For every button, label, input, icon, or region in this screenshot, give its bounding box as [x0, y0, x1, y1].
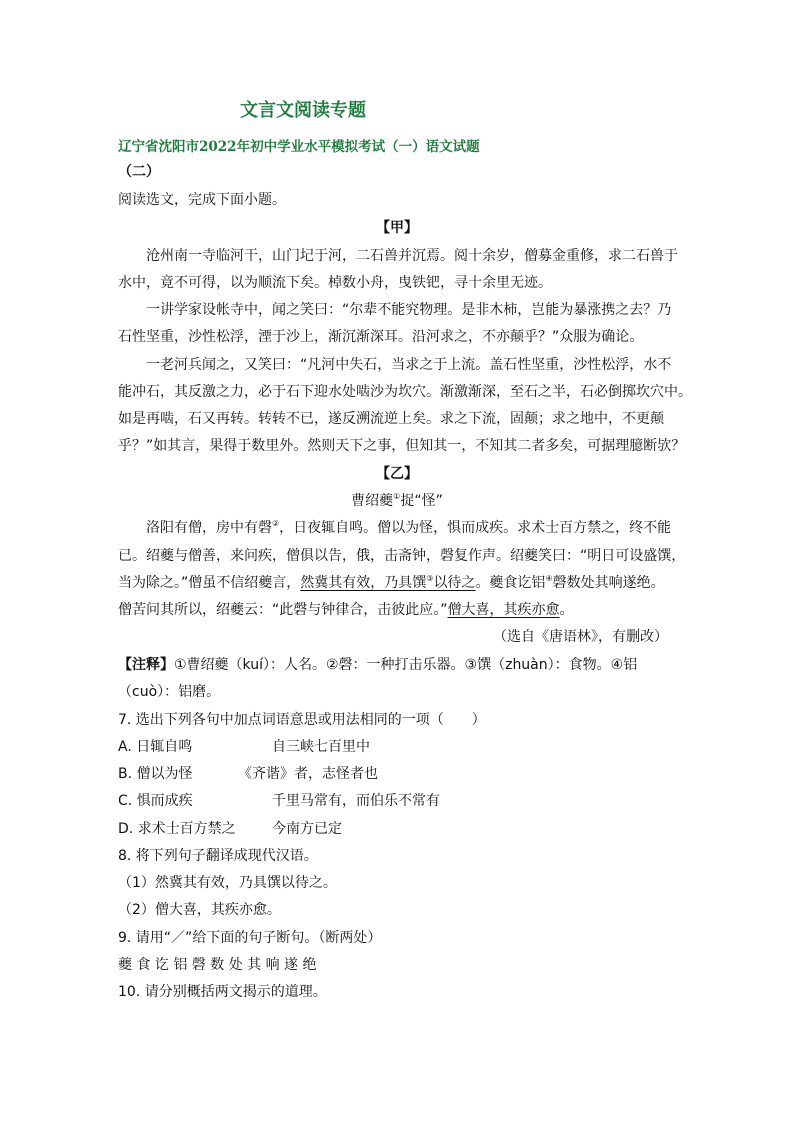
underlined-sentence-1: 然冀其有效，乃具馔③以待之 — [300, 574, 476, 591]
passage-yi-line: 已。绍夔与僧善，来问疾，僧俱以告，俄，击斋钟，磬复作声。绍夔笑曰：“明日可设盛馔， — [118, 548, 686, 564]
passage-source: （选自《唐语林》，有删改） — [493, 629, 668, 645]
passage-yi-line: 僧苦问其所以，绍夔云：“此磬与钟律合，击彼此应。”僧大喜，其疾亦愈。 — [118, 602, 574, 618]
annotation-line: 【注释】①曹绍夔（kuí）：人名。②磬：一种打击乐器。③馔（zhuàn）：食物。④铝 — [118, 657, 638, 673]
passage-jia-line: 能冲石，其反激之力，必于石下迎水处啮沙为坎穴。渐激渐深，至石之半，石必倒掷坎穴中。 — [118, 384, 692, 400]
passage-jia-line: 一讲学家设帐寺中，闻之笑曰：“尔辈不能究物理。是非木柿，岂能为暴涨携之去？乃 — [146, 302, 672, 318]
question-7-option-a: A. 日辄自鸣 自三峡七百里中 — [118, 739, 370, 755]
question-10-stem: 10. 请分别概括两文揭示的道理。 — [118, 984, 327, 1000]
footnote-marker: ② — [272, 519, 280, 528]
question-7-option-c: C. 惧而成疾 千里马常有，而伯乐不常有 — [118, 793, 440, 809]
passage-jia-line: 乎？”如其言，果得于数里外。然则天下之事，但知其一，不知其二者多矣，可据理臆断欤？ — [118, 438, 686, 454]
footnote-marker: ① — [393, 492, 401, 501]
question-9-stem: 9. 请用“／”给下面的句子断句。（断两处） — [118, 930, 382, 946]
passage-yi-title: 曹绍夔①捉“怪” — [351, 492, 443, 509]
question-8-stem: 8. 将下列句子翻译成现代汉语。 — [118, 848, 318, 864]
passage-yi-heading: 【乙】 — [376, 466, 418, 482]
passage-yi-line: 洛阳有僧，房中有磬②，日夜辄自鸣。僧以为怪，惧而成疾。求术士百方禁之，终不能 — [146, 519, 672, 536]
footnote-marker: ③ — [426, 574, 434, 583]
section-number: （二） — [118, 164, 160, 180]
reading-instruction: 阅读选文，完成下面小题。 — [118, 192, 286, 208]
passage-jia-line: 水中，竟不可得，以为顺流下矣。棹数小舟，曳铁钯，寻十余里无迹。 — [118, 275, 552, 291]
annotation-line: （cuò）：铝磨。 — [118, 684, 221, 700]
question-7-option-b: B. 僧以为怪 《齐谐》者，志怪者也 — [118, 766, 378, 782]
question-8-item-2: （2）僧大喜，其疾亦愈。 — [118, 902, 281, 918]
page-title: 文言文阅读专题 — [240, 100, 366, 121]
question-7-option-d: D. 求术士百方禁之 今南方已定 — [118, 821, 342, 837]
passage-jia-line: 如是再啮，石又再转。转转不已，遂反溯流逆上矣。求之下流，固颠；求之地中，不更颠 — [118, 411, 664, 427]
passage-yi-line: 当为除之。”僧虽不信绍夔言，然冀其有效，乃具馔③以待之。夔食讫铝④磬数处其响遂绝。 — [118, 574, 665, 591]
passage-jia-line: 沧州南一寺临河干，山门圮于河，二石兽并沉焉。阅十余岁，僧募金重修，求二石兽于 — [146, 248, 678, 264]
exam-source-title: 辽宁省沈阳市2022年初中学业水平模拟考试（一）语文试题 — [118, 139, 480, 155]
passage-jia-line: 石性坚重，沙性松浮，湮于沙上，渐沉渐深耳。沿河求之，不亦颠乎？”众服为确论。 — [118, 329, 644, 345]
question-7-stem: 7. 选出下列各句中加点词语意思或用法相同的一项（ ） — [118, 712, 486, 728]
passage-jia-line: 一老河兵闻之，又笑曰：“凡河中失石，当求之于上流。盖石性坚重，沙性松浮，水不 — [146, 357, 672, 373]
underlined-sentence-2: 僧大喜，其疾亦愈 — [447, 602, 560, 618]
question-9-sentence: 夔 食 讫 铝 磬 数 处 其 响 遂 绝 — [118, 957, 317, 973]
passage-jia-heading: 【甲】 — [376, 220, 418, 236]
question-8-item-1: （1）然冀其有效，乃具馔以待之。 — [118, 875, 337, 891]
footnote-marker: ④ — [545, 574, 553, 583]
